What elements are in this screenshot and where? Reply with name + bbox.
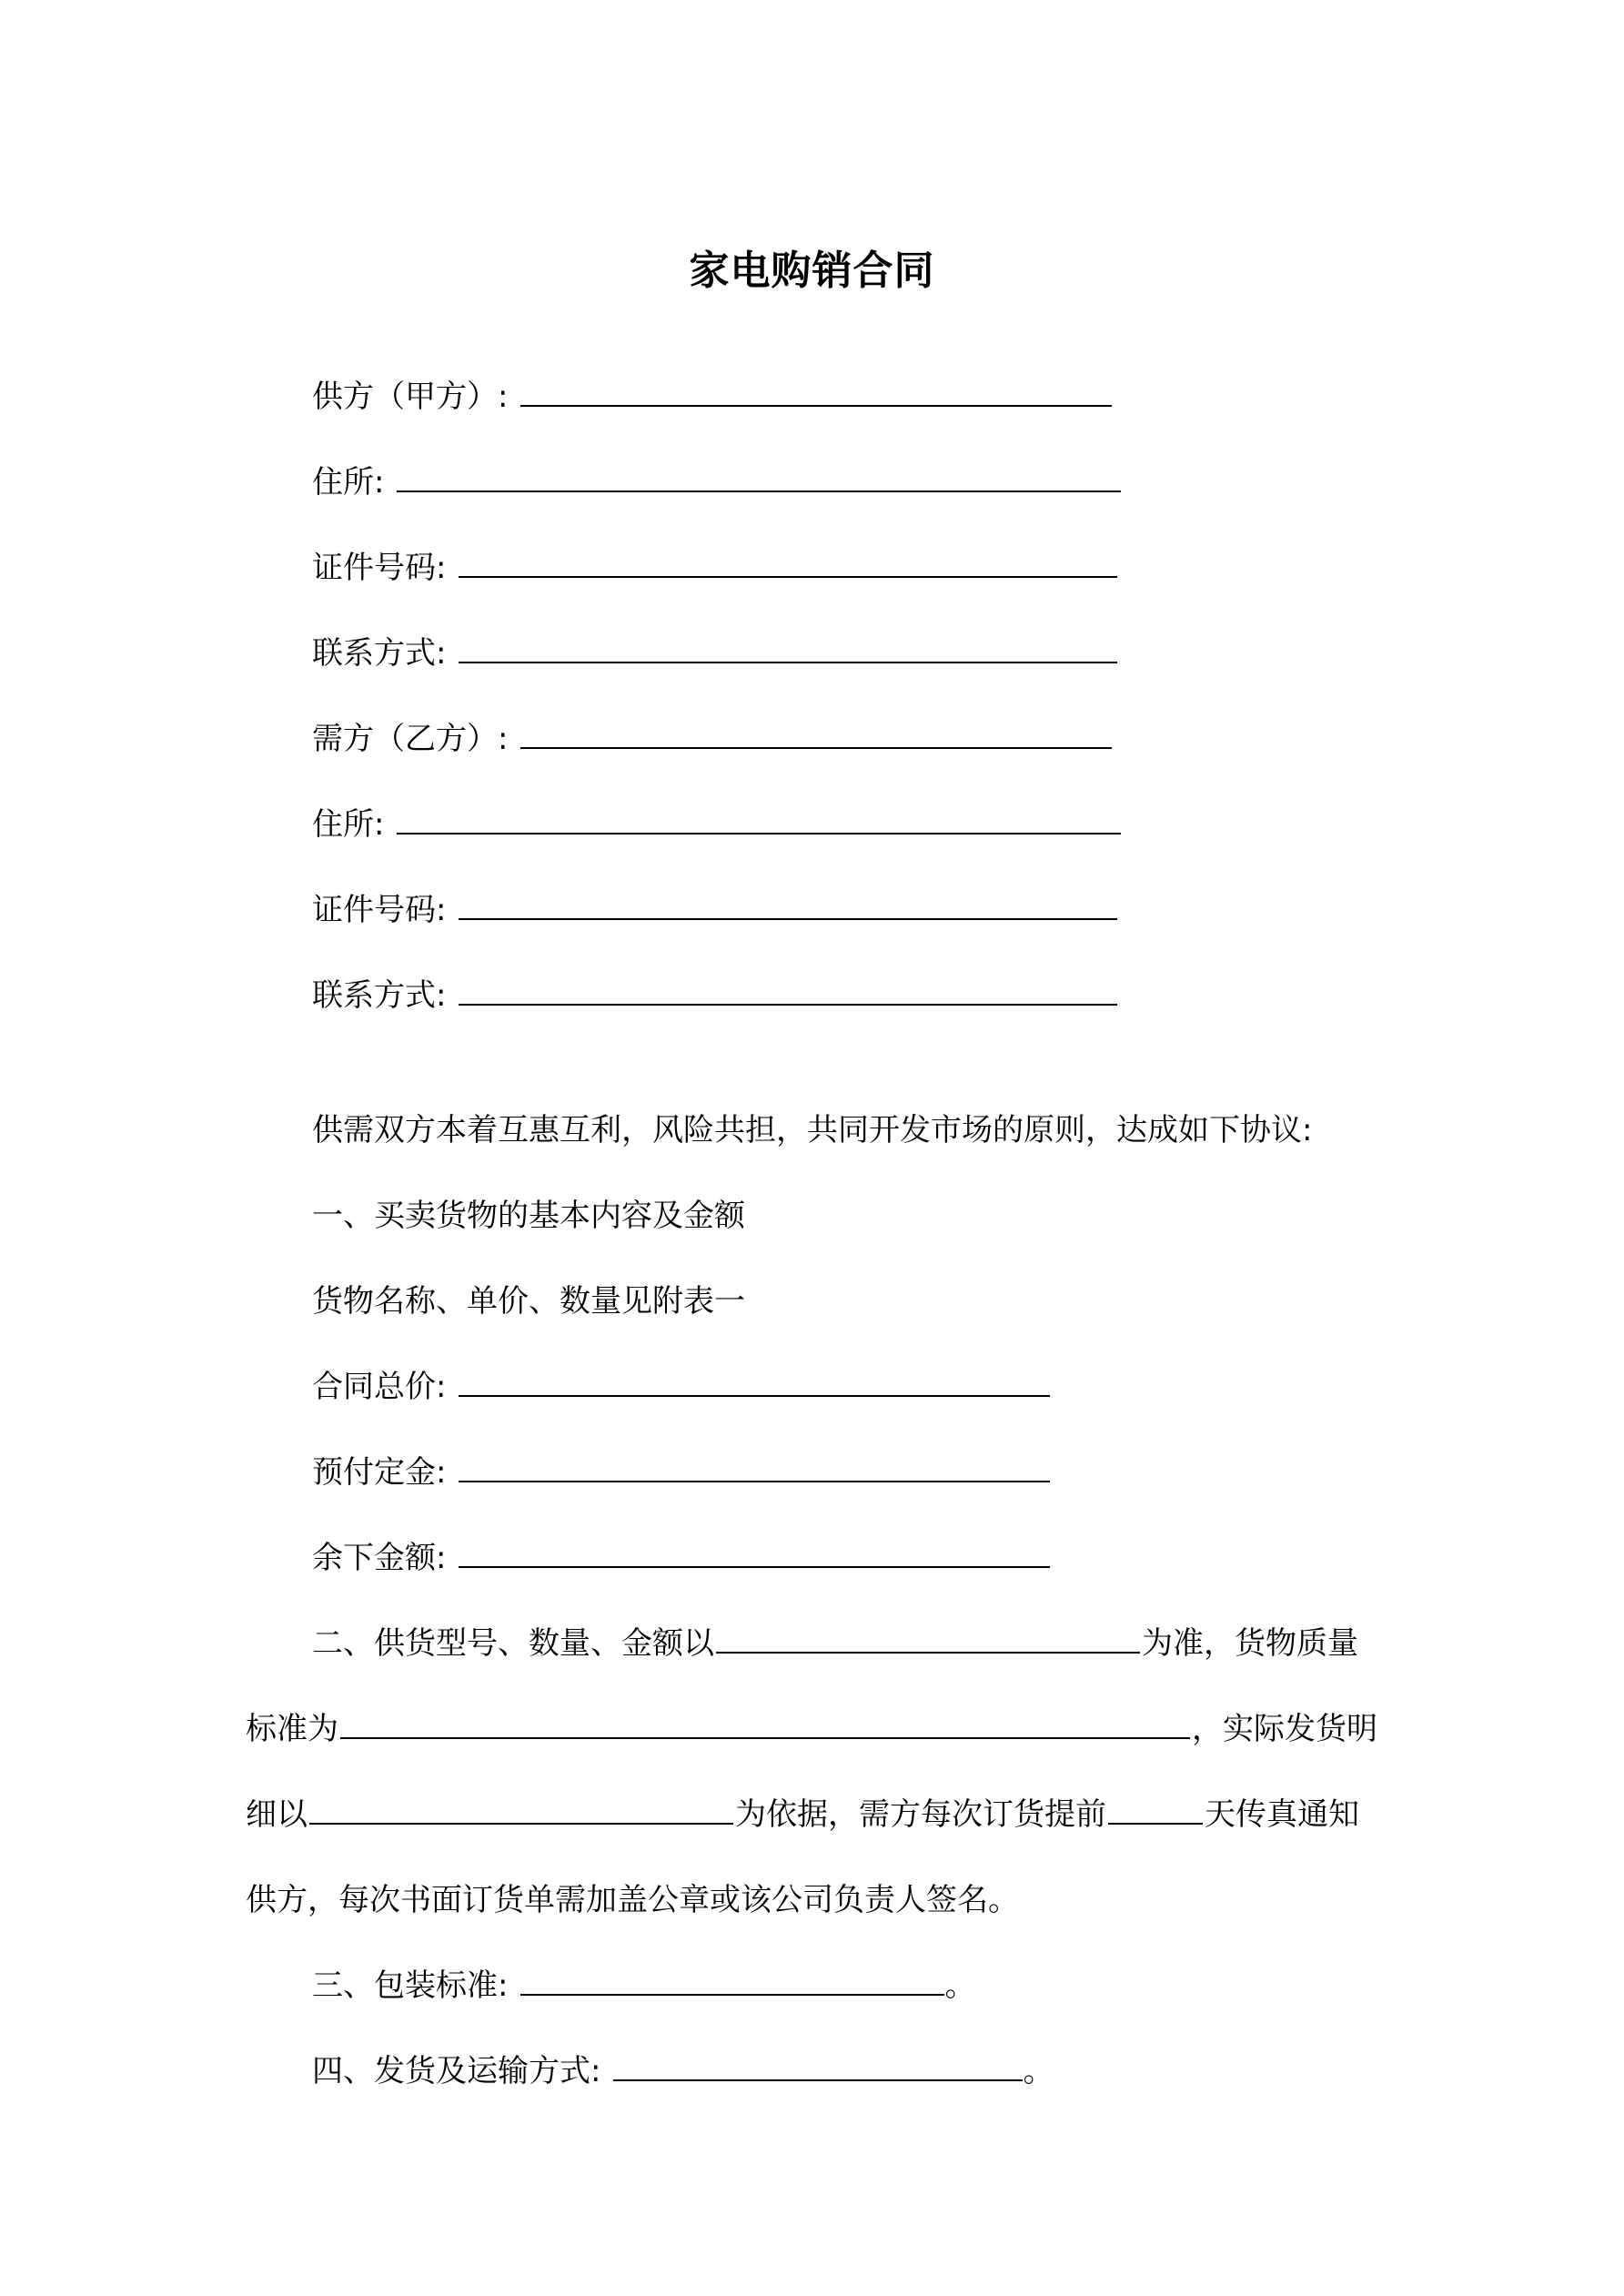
buyer-id-row bbox=[312, 888, 1117, 932]
supplier-party-label: 供方（甲方）: bbox=[312, 379, 509, 415]
section4-row bbox=[312, 2049, 1054, 2093]
section3-row bbox=[312, 1964, 975, 2008]
supplier-contact-label: 联系方式: bbox=[312, 635, 447, 672]
section2-line2 bbox=[246, 1707, 1377, 1751]
buyer-contact-blank[interactable] bbox=[459, 976, 1117, 1006]
supplier-contact-blank[interactable] bbox=[459, 634, 1117, 663]
section2-line2-suffix: ，实际发货明 bbox=[1192, 1711, 1377, 1747]
section2-line3 bbox=[246, 1793, 1359, 1836]
supplier-party-blank[interactable] bbox=[520, 378, 1112, 407]
delivery-detail-basis-blank[interactable] bbox=[309, 1795, 733, 1825]
section2-line1 bbox=[312, 1622, 1358, 1665]
deposit-label: 预付定金: bbox=[312, 1454, 447, 1491]
supplier-address-blank[interactable] bbox=[397, 463, 1121, 492]
total-price-label: 合同总价: bbox=[312, 1369, 447, 1405]
section2-line2-prefix: 标准为 bbox=[246, 1711, 338, 1747]
buyer-party-blank[interactable] bbox=[520, 720, 1112, 749]
supplier-contact-row bbox=[312, 632, 1117, 675]
supplier-id-row bbox=[312, 546, 1117, 590]
balance-label: 余下金额: bbox=[312, 1540, 447, 1576]
buyer-id-label: 证件号码: bbox=[312, 892, 447, 928]
buyer-party-row bbox=[312, 717, 1112, 761]
supply-basis-blank[interactable] bbox=[716, 1624, 1140, 1654]
shipping-blank[interactable] bbox=[613, 2052, 1023, 2081]
order-notice-days-blank[interactable] bbox=[1108, 1795, 1203, 1825]
buyer-address-blank[interactable] bbox=[397, 805, 1121, 834]
section2-line1-suffix: 为准，货物质量 bbox=[1142, 1625, 1358, 1662]
buyer-contact-row bbox=[312, 974, 1117, 1017]
section2-line3-prefix: 细以 bbox=[246, 1796, 308, 1833]
total-price-blank[interactable] bbox=[459, 1368, 1050, 1397]
supplier-id-blank[interactable] bbox=[459, 549, 1117, 578]
supplier-address-label: 住所: bbox=[312, 464, 385, 501]
shipping-label: 四、发货及运输方式: bbox=[312, 2053, 601, 2089]
section2-line3-suffix: 天传真通知 bbox=[1205, 1796, 1359, 1833]
buyer-party-label: 需方（乙方）: bbox=[312, 721, 509, 757]
buyer-address-label: 住所: bbox=[312, 806, 385, 843]
section1-heading: 一、买卖货物的基本内容及金额 bbox=[312, 1198, 745, 1234]
supplier-address-row bbox=[312, 460, 1121, 504]
buyer-address-row bbox=[312, 803, 1121, 846]
packaging-label: 三、包装标准: bbox=[312, 1967, 509, 2004]
balance-row bbox=[312, 1536, 1050, 1580]
section4-end: 。 bbox=[1023, 2053, 1054, 2089]
packaging-blank[interactable] bbox=[520, 1967, 944, 1996]
balance-blank[interactable] bbox=[459, 1539, 1050, 1568]
preamble: 供需双方本着互惠互利，风险共担，共同开发市场的原则，达成如下协议: bbox=[312, 1112, 1313, 1148]
deposit-blank[interactable] bbox=[459, 1453, 1050, 1482]
section2-line1-prefix: 二、供货型号、数量、金额以 bbox=[312, 1625, 714, 1662]
section2-line4: 供方，每次书面订货单需加盖公章或该公司负责人签名。 bbox=[246, 1882, 1019, 1918]
document-title: 家电购销合同 bbox=[689, 248, 935, 294]
section3-end: 。 bbox=[944, 1967, 976, 2004]
supplier-party-row bbox=[312, 375, 1112, 419]
total-price-row bbox=[312, 1365, 1050, 1409]
section1-goods-note: 货物名称、单价、数量见附表一 bbox=[312, 1283, 745, 1320]
quality-standard-blank[interactable] bbox=[340, 1710, 1190, 1739]
buyer-id-blank[interactable] bbox=[459, 891, 1117, 920]
buyer-contact-label: 联系方式: bbox=[312, 977, 447, 1014]
supplier-id-label: 证件号码: bbox=[312, 550, 447, 586]
deposit-row bbox=[312, 1451, 1050, 1494]
section2-line3-mid: 为依据，需方每次订货提前 bbox=[735, 1796, 1106, 1833]
